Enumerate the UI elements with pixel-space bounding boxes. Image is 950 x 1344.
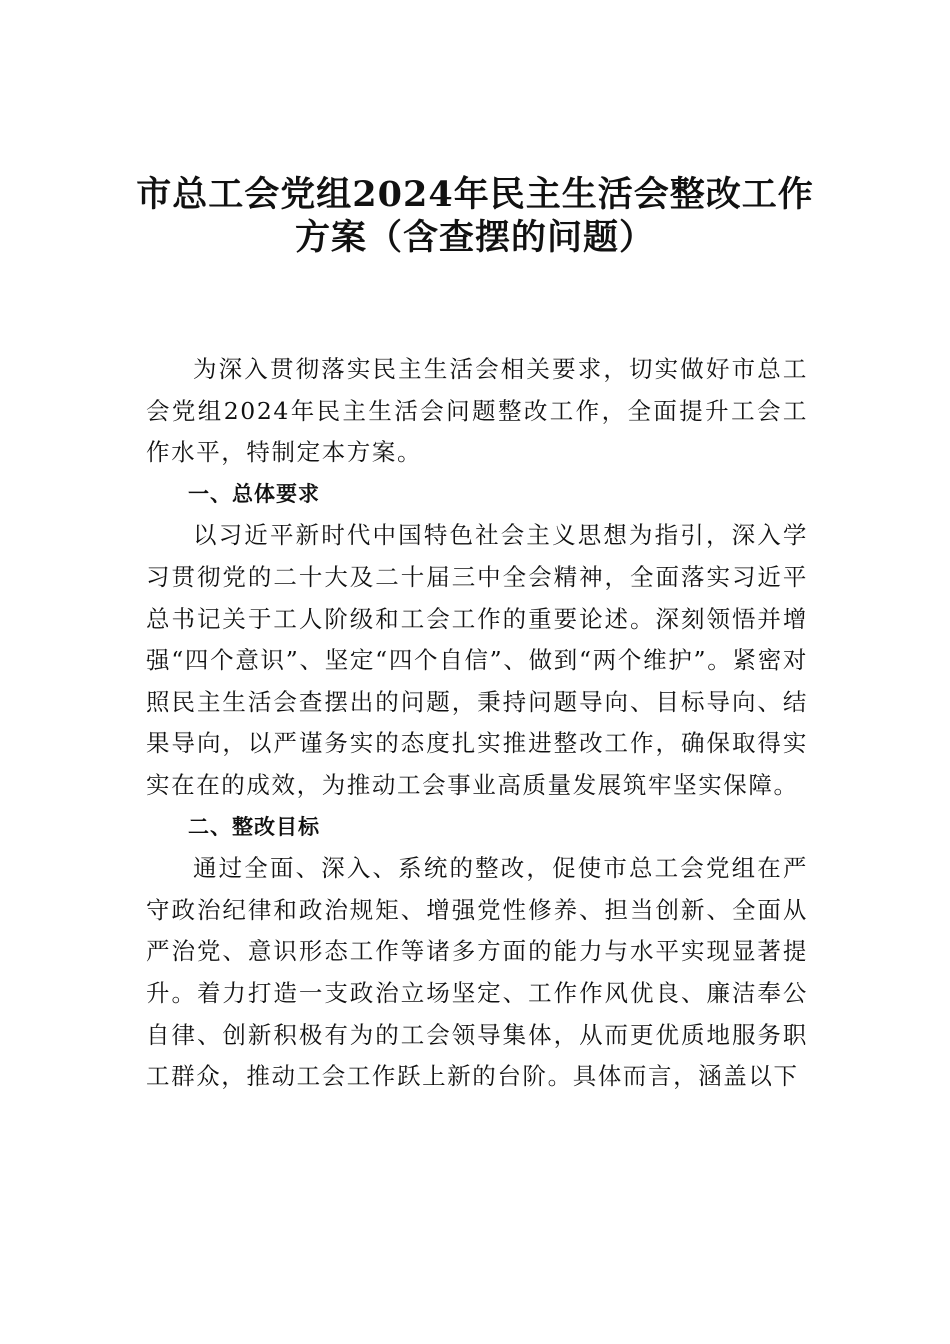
general-requirements-paragraph: 以习近平新时代中国特色社会主义思想为指引，深入学习贯彻党的二十大及二十届三中全会精神，全面落实习近平总书记关于工人阶级和工会工作的重要论述。深刻领悟并增强“四个意识”、坚定“四个自信”、做到“两个维护”。紧密对照民主生活会查摆出的问题，秉持问题导向、目标导向、结果导向，以严谨务实的态度扎实推进整改工作，确保取得实实在在的成效，为推动工会事业高质量发展筑牢坚实保障。 (146, 521, 808, 799)
rectification-goals-paragraph: 通过全面、深入、系统的整改，促使市总工会党组在严守政治纪律和政治规矩、增强党性修养、担当创新、全面从严治党、意识形态工作等诸多方面的能力与水平实现显著提升。着力打造一支政治立场坚定、工作作风优良、廉洁奉公自律、创新积极有为的工会领导集体，从而更优质地服务职工群众，推动工会工作跃上新的台阶。具体而言，涵盖以下 (146, 854, 808, 1091)
document-body (146, 349, 808, 1098)
section-heading-general-requirements: 一、总体要求 (188, 481, 320, 506)
document-title-line2: 方案（含查摆的问题） (294, 217, 655, 258)
document-title-line1: 市总工会党组2024年民主生活会整改工作 (136, 174, 814, 215)
intro-paragraph: 为深入贯彻落实民主生活会相关要求，切实做好市总工会党组2024年民主生活会问题整改工作，全面提升工会工作水平，特制定本方案。 (146, 355, 808, 467)
section-heading-rectification-goals: 二、整改目标 (188, 814, 320, 839)
